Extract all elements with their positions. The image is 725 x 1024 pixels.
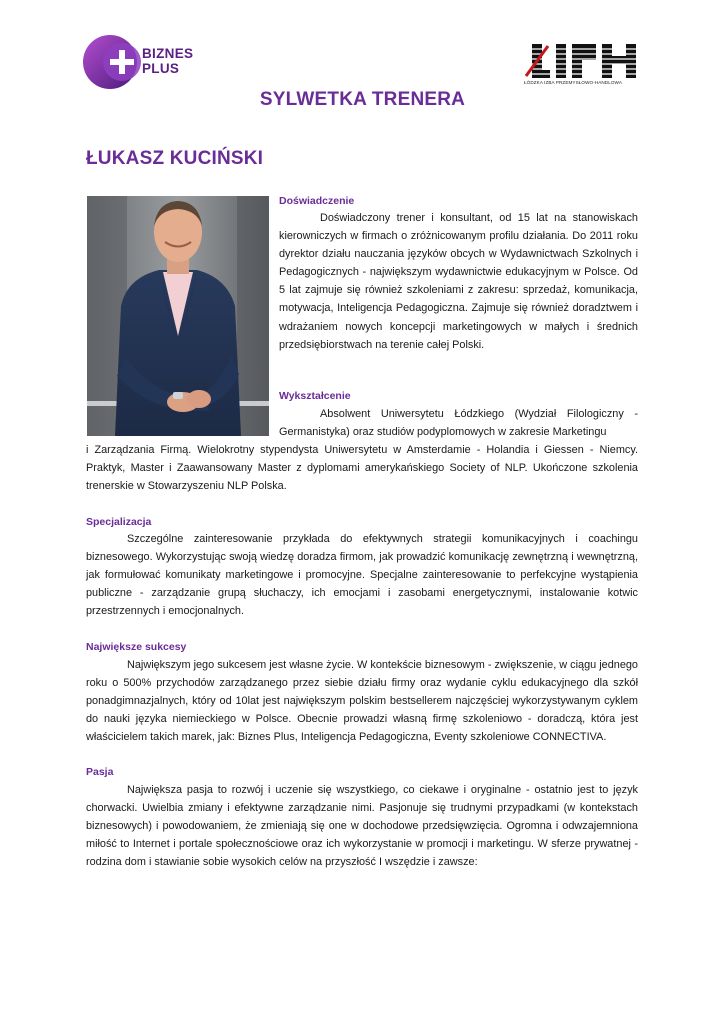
liph-emblem — [524, 42, 644, 82]
page-title: SYLWETKA TRENERA — [259, 89, 466, 110]
liph-subtitle: ŁÓDZKA IZBA PRZEMYSŁOWO-HANDLOWA — [524, 80, 622, 85]
heading-education: Wykształcenie — [279, 390, 351, 402]
trainer-name: ŁUKASZ KUCIŃSKI — [86, 148, 264, 169]
heading-successes: Największe sukcesy — [86, 641, 187, 653]
education-text-part2: i Zarządzania Firmą. Wielokrotny stypendysta Uniwersytetu w Amsterdamie - Holandia i Giessen - Niemcy. Praktyk, Master i Zaawansowany Master z dyplomami amerykańskiego Society of NLP. Ukończone szkolenia trenerskie w Stowarzyszeniu NLP Polska. — [86, 444, 638, 493]
heading-experience: Doświadczenie — [279, 195, 355, 207]
experience-text: Doświadczony trener i konsultant, od 15 lat na stanowiskach kierowniczych w firmach o zróżnicowanym profilu działania. Do 2011 roku dyrektor działu nauczania języków obcych w Wydawnictwach Szkolnych i Pedagogicznych - największym wydawnictwie edukacyjnym w Polsce. Od 5 lat zajmuje się również szkoleniami z zakresu: sprzedaż, komunikacja, motywacja, Inteligencja Pedagogiczna. Zajmuje się również doradztwem i wdrażaniem nowych koncepcji marketingowych w małych i średnich przedsiębiorstwach na terenie całej Polski. — [279, 212, 638, 351]
passion-text: Największa pasja to rozwój i uczenie się wszystkiego, co ciekawe i oryginalne - ostatnio jest to język chorwacki. Uwielbia zmiany i efektywne zarządzanie nimi. Pasjonuje się trudnymi przypadkami (w kontekstach biznesowych) i powodowaniem, że zmieniają się one w dochodowe przedsięwzięcia. Ogromna i odwzajemniona miłość to Internet i portale społecznościowe oraz ich wykorzystanie w promocji i marketingu. W sferze prywatnej - rodzina dom i stawianie sobie wysokich celów na przyszłość I wszędzie i zawsze: — [86, 784, 638, 869]
biznes-plus-logo — [82, 33, 202, 91]
specialization-text: Szczególne zainteresowanie przykłada do efektywnych strategii komunikacyjnych i coachingu biznesowego. Wykorzystując swoją wiedzę doradza firmom, jak prowadzić komunikację zewnętrzną i wewnętrzną, jak formułować komunikaty marketingowe i promocyjne. Specjalne zainteresowanie to perfekcyjne wystąpienia publiczne - zarządzanie grupą słuchaczy, ich emocjami i zasobami energetycznymi, instalowanie kotwic przestrzennych i emocjonalnych. — [86, 533, 638, 618]
logo-text-biznes: BIZNES — [142, 46, 194, 61]
logo-text-plus: PLUS — [142, 61, 180, 76]
heading-specialization: Specjalizacja — [86, 516, 152, 528]
education-text-part1: Absolwent Uniwersytetu Łódzkiego (Wydział Filologiczny - Germanistyka) oraz studiów podyplomowych w zakresie Marketingu — [279, 408, 638, 439]
successes-text: Największym jego sukcesem jest własne życie. W kontekście biznesowym - zwiększenie, w ciągu jednego roku o 500% przychodów zarządzanego przez siebie działu firmy oraz wydanie cyklu edukacyjnego dla szkół ponadgimnazjalnych, który od 10lat jest największym polskim bestsellerem najczęściej wykorzystywanym cyklem do nauki języka niemieckiego w Polsce. Obecnie prowadzi własną firmę szkoleniowo - doradczą, która jest właścicielem takich marek, jak: Biznes Plus, Inteligencja Pedagogiczna, Eventy szkoleniowe CONNECTIVA. — [86, 659, 638, 744]
heading-passion: Pasja — [86, 766, 114, 778]
trainer-photo — [87, 196, 269, 436]
